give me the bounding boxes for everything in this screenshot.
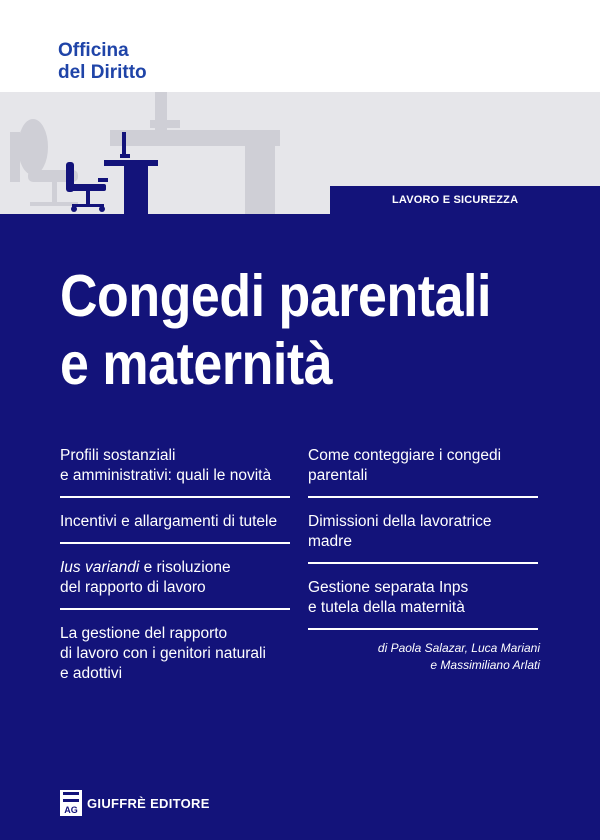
topic-item-line: Profili sostanziali <box>60 447 176 464</box>
topic-item-line: La gestione del rapporto <box>60 625 228 642</box>
topic-item-line: parentali <box>308 467 368 484</box>
topic-item-line: del rapporto di lavoro <box>60 579 206 596</box>
topic-bar <box>330 186 600 216</box>
topic-item <box>60 508 290 544</box>
topic-item <box>60 442 290 498</box>
authors-line-2: e Massimiliano Arlati <box>430 658 540 672</box>
series-line-1: Officina <box>58 40 129 61</box>
topic-item-line: di lavoro con i genitori naturali <box>60 645 266 662</box>
topic-item-line: Come conteggiare i congedi <box>308 447 502 464</box>
publisher-logo-text: AG <box>64 805 78 815</box>
topic-item-rest: e risoluzione <box>139 559 231 576</box>
topic-item-line: Dimissioni della lavoratrice <box>308 513 492 530</box>
topic-item-line: madre <box>308 533 352 550</box>
topic-item-line <box>60 558 290 578</box>
right-topics <box>308 442 538 640</box>
topic-item <box>308 508 538 564</box>
title-line-1: Congedi parentali <box>60 263 492 329</box>
authors-line-1: di Paola Salazar, Luca Mariani <box>377 641 540 655</box>
book-title <box>60 262 518 398</box>
navy-chair-icon <box>66 162 108 212</box>
publisher-logo-icon <box>60 790 82 816</box>
topic-item <box>308 442 538 498</box>
left-topics <box>60 442 290 704</box>
series-name <box>58 40 147 84</box>
topic-item-line: Gestione separata Inps <box>308 579 469 596</box>
topic-item-line: e amministrativi: quali le novità <box>60 467 272 484</box>
topic-item <box>308 574 538 630</box>
topic-label: LAVORO E SICUREZZA <box>392 194 519 206</box>
publisher-name: GIUFFRÈ EDITORE <box>87 795 210 811</box>
title-line-2: e maternità <box>60 331 333 397</box>
authors <box>300 640 540 674</box>
topic-item-line: Incentivi e allargamenti di tutele <box>60 513 278 530</box>
publisher <box>60 790 210 816</box>
topic-item-italic: Ius variandi <box>60 559 140 576</box>
topic-item <box>60 554 290 610</box>
topic-item-line: e tutela della maternità <box>308 599 465 616</box>
topic-item-line: e adottivi <box>60 665 123 682</box>
topic-item <box>60 620 290 694</box>
series-line-2: del Diritto <box>58 62 147 83</box>
